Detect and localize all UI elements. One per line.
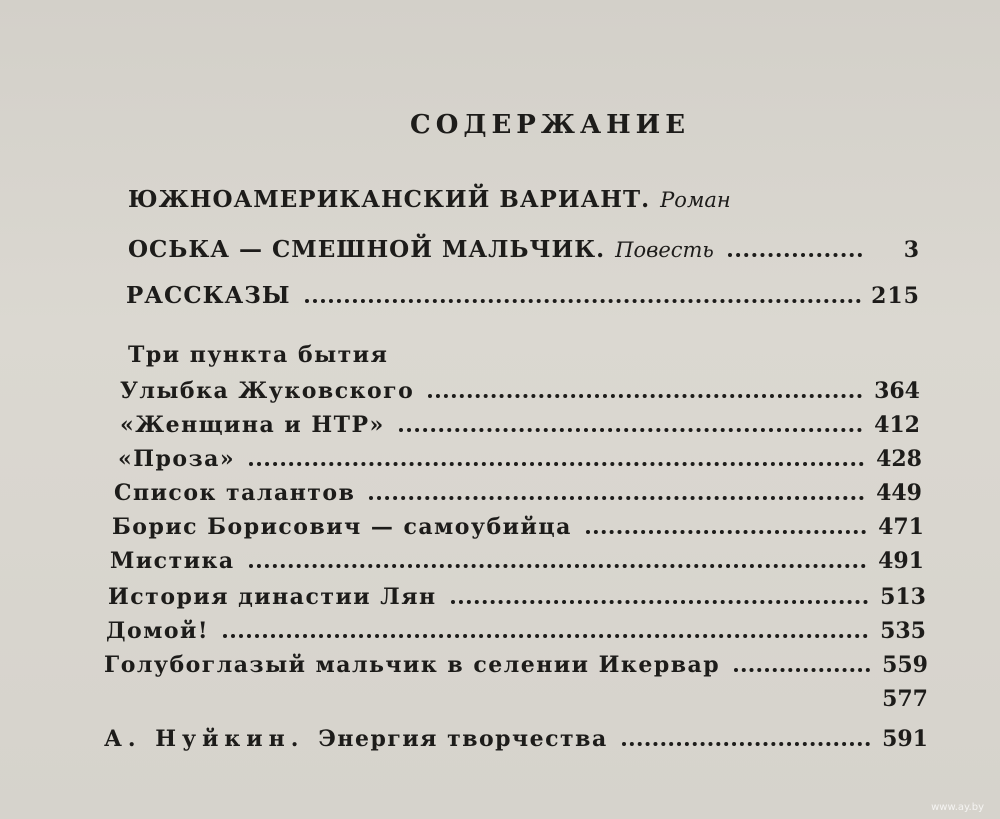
page-number: 412 xyxy=(874,412,920,438)
dot-leader xyxy=(586,530,866,534)
toc-story-row xyxy=(108,584,926,610)
page-number: 428 xyxy=(876,446,922,472)
dot-leader xyxy=(622,742,870,746)
story-title: Голубоглазый мальчик в селении Икервар xyxy=(104,652,721,678)
dot-leader xyxy=(223,634,868,638)
page-number: 591 xyxy=(882,726,928,752)
afterword-author: А. Нуйкин. xyxy=(104,726,305,752)
section-subtitle: Роман xyxy=(660,188,731,212)
dot-leader xyxy=(305,299,862,303)
toc-story-row xyxy=(110,548,924,574)
toc-afterword-row xyxy=(104,726,928,752)
story-title: Борис Борисович — самоубийца xyxy=(112,514,572,540)
dot-leader xyxy=(451,600,868,604)
page-number: 215 xyxy=(871,283,920,309)
story-title: «Женщина и НТР» xyxy=(120,412,385,438)
watermark: www.ay.by xyxy=(931,802,984,813)
toc-story-row xyxy=(120,378,920,404)
page-number: 364 xyxy=(874,378,920,404)
page-number: 3 xyxy=(903,237,920,263)
dot-leader xyxy=(249,564,866,568)
story-title: Домой! xyxy=(106,618,209,644)
page-number: 577 xyxy=(882,686,928,712)
story-title: Мистика xyxy=(110,548,235,574)
page-number: 513 xyxy=(880,584,926,610)
toc-heading: СОДЕРЖАНИЕ xyxy=(410,110,691,140)
dot-leader xyxy=(428,394,862,398)
page-number: 471 xyxy=(878,514,924,540)
story-title: Три пункта бытия xyxy=(128,342,389,368)
section-title: ОСЬКА — СМЕШНОЙ МАЛЬЧИК. xyxy=(128,236,606,263)
page-number: 449 xyxy=(876,480,922,506)
toc-page-row xyxy=(104,686,928,712)
dot-leader xyxy=(249,462,864,466)
dot-leader xyxy=(369,496,864,500)
dot-leader xyxy=(728,253,862,257)
story-title: Список талантов xyxy=(114,480,356,506)
toc-story-row xyxy=(120,412,920,438)
toc-section-row xyxy=(128,186,928,213)
afterword-title: Энергия творчества xyxy=(318,726,608,752)
page-number: 491 xyxy=(878,548,924,574)
section-subtitle: Повесть xyxy=(615,238,714,262)
story-title: История династии Лян xyxy=(108,584,437,610)
page-number: 559 xyxy=(882,652,928,678)
toc-section-row xyxy=(126,282,920,309)
dot-leader xyxy=(399,428,862,432)
section-title: РАССКАЗЫ xyxy=(126,282,291,309)
story-title: Улыбка Жуковского xyxy=(120,378,415,404)
page-number: 535 xyxy=(880,618,926,644)
section-title: ЮЖНОАМЕРИКАНСКИЙ ВАРИАНТ. xyxy=(128,186,651,213)
toc-story-row xyxy=(128,342,728,368)
toc-story-row xyxy=(118,446,922,472)
toc-story-row xyxy=(112,514,924,540)
toc-story-row xyxy=(106,618,926,644)
dot-leader xyxy=(734,668,870,672)
story-title: «Проза» xyxy=(118,446,236,472)
toc-story-row xyxy=(114,480,922,506)
toc-story-row xyxy=(104,652,928,678)
toc-section-row xyxy=(128,236,920,263)
